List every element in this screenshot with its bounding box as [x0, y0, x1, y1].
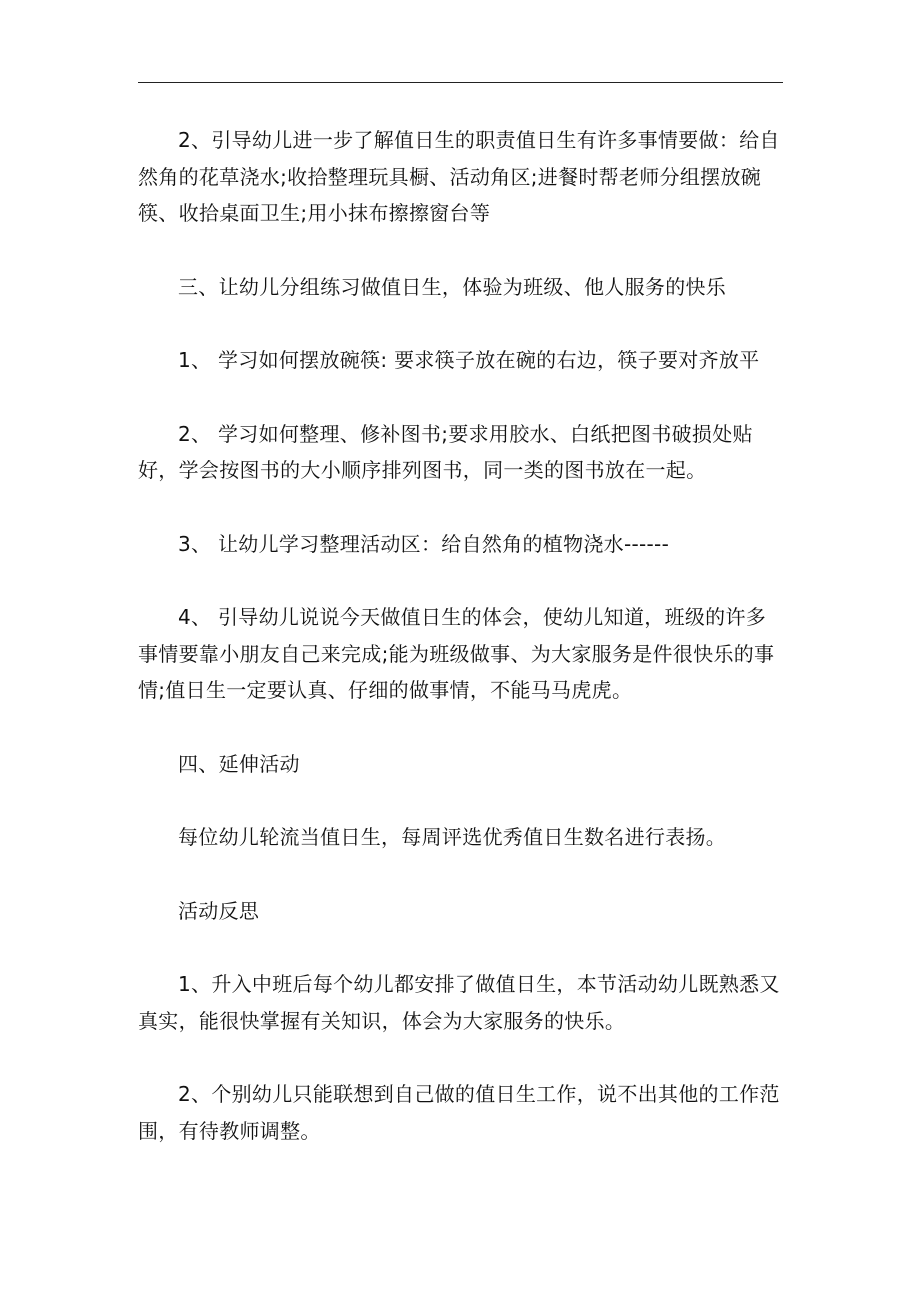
paragraph-reflection-heading: 活动反思 — [178, 898, 260, 923]
paragraph-step-3: 3、 让幼儿学习整理活动区：给自然角的植物浇水------ — [178, 531, 670, 556]
document-body — [138, 122, 783, 1149]
paragraph-step-4: 4、 引导幼儿说说今天做值日生的体会，使幼儿知道，班级的许多事情要靠小朋友自己来完成;能为班级做事、为大家服务是件很快乐的事情;值日生一定要认真、仔细的做事情，不能马马虎虎。 — [138, 605, 775, 702]
paragraph-step-2: 2、 学习如何整理、修补图书;要求用胶水、白纸把图书破损处贴好，学会按图书的大小顺序排列图书，同一类的图书放在一起。 — [138, 421, 753, 482]
paragraph-duty-responsibilities: 2、引导幼儿进一步了解值日生的职责值日生有许多事情要做：给自然角的花草浇水;收拾整理玩具橱、活动角区;进餐时帮老师分组摆放碗筷、收拾桌面卫生;用小抹布擦擦窗台等 — [138, 128, 780, 225]
paragraph-reflection-2: 2、个别幼儿只能联想到自己做的值日生工作，说不出其他的工作范围，有待教师调整。 — [138, 1082, 780, 1143]
paragraph-section-three-heading: 三、让幼儿分组练习做值日生，体验为班级、他人服务的快乐 — [178, 274, 727, 299]
paragraph-extension-activity: 每位幼儿轮流当值日生，每周评选优秀值日生数名进行表扬。 — [178, 825, 727, 849]
paragraph-reflection-1: 1、升入中班后每个幼儿都安排了做值日生，本节活动幼儿既熟悉又真实，能很快掌握有关知识，体会为大家服务的快乐。 — [138, 972, 780, 1033]
header-rule — [138, 82, 783, 83]
paragraph-step-1: 1、 学习如何摆放碗筷: 要求筷子放在碗的右边，筷子要对齐放平 — [178, 348, 760, 372]
paragraph-section-four-heading: 四、延伸活动 — [178, 751, 300, 776]
